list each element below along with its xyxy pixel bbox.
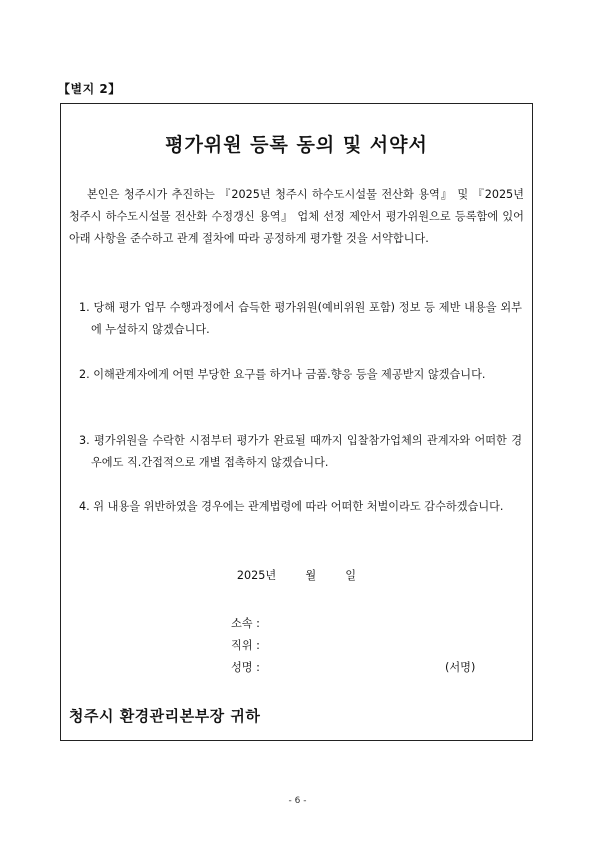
pledge-item-1: 1. 당해 평가 업무 수행과정에서 습득한 평가위원(예비위원 포함) 정보 등 제반 내용을 외부에 누설하지 않겠습니다. [79, 301, 522, 336]
page-number: - 6 - [288, 796, 307, 806]
date-year: 2025년 [236, 569, 277, 582]
annex-label: 【별지 2】 [58, 82, 121, 96]
position-field [231, 637, 273, 653]
date-month: 월 [305, 569, 317, 582]
pledge-form-box [60, 103, 533, 741]
signature-mark: (서명) [445, 661, 476, 674]
pledge-item-4: 4. 위 내용을 위반하였을 경우에는 관계법령에 따라 어떠한 처벌이라도 감수하겠습니다. [79, 500, 504, 513]
affiliation-field [231, 615, 273, 631]
pledge-item-2: 2. 이해관계자에게 어떤 부당한 요구를 하거나 금품.향응 등을 제공받지 않겠습니다. [79, 368, 486, 381]
date-day: 일 [345, 569, 357, 582]
addressee: 청주시 환경관리본부장 귀하 [69, 707, 261, 725]
intro-paragraph: 본인은 청주시가 추진하는 『2025년 청주시 하수도시설물 전산화 용역』 및 『2025년 청주시 하수도시설물 전산화 수정갱신 용역』 업체 선정 제안서 평가위원으로 등록함에 있어 아래 사항을 준수하고 관계 절차에 따라 공정하게 평가할 것을 서약합니다. [69, 188, 524, 245]
name-label: 성명 : [231, 661, 260, 674]
position-label: 직위 : [231, 639, 260, 652]
name-field [231, 659, 273, 675]
affiliation-label: 소속 : [231, 617, 260, 630]
pledge-item-3: 3. 평가위원을 수락한 시점부터 평가가 완료될 때까지 입찰참가업체의 관계자와 어떠한 경우에도 직.간접적으로 개별 접촉하지 않겠습니다. [79, 434, 522, 469]
date-line [61, 567, 532, 583]
form-title: 평가위원 등록 동의 및 서약서 [165, 134, 428, 156]
